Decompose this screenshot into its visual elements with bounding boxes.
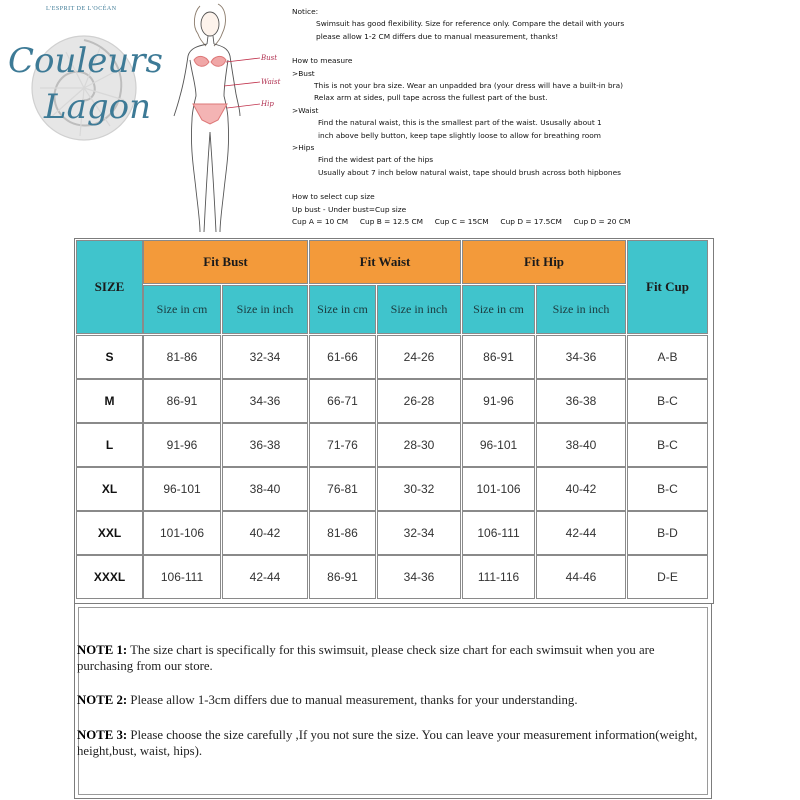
brand-logo xyxy=(0,0,165,165)
group-header-waist: Fit Waist xyxy=(309,240,461,284)
figure-label-waist: Waist xyxy=(261,78,281,86)
table-cell: 71-76 xyxy=(309,423,376,467)
table-cell: 30-32 xyxy=(377,467,461,511)
note-3 xyxy=(77,727,702,759)
how-to-heading: How to measure xyxy=(292,56,353,66)
table-cell: 36-38 xyxy=(536,379,626,423)
size-label: S xyxy=(76,335,143,379)
table-cell: 101-106 xyxy=(462,467,535,511)
table-cell: 86-91 xyxy=(309,555,376,599)
group-header-hip: Fit Hip xyxy=(462,240,626,284)
table-cell: 91-96 xyxy=(462,379,535,423)
cup-cell: B-C xyxy=(627,423,708,467)
note-2 xyxy=(77,692,702,708)
cup-cell: B-C xyxy=(627,379,708,423)
measurement-notice xyxy=(292,6,792,229)
notice-line: please allow 1-2 CM differs due to manual measurement, thanks! xyxy=(316,31,559,41)
table-cell: 32-34 xyxy=(222,335,308,379)
table-cell: 32-34 xyxy=(377,511,461,555)
cup-cell: D-E xyxy=(627,555,708,599)
table-cell: 34-36 xyxy=(222,379,308,423)
group-header-bust: Fit Bust xyxy=(143,240,308,284)
table-cell: 81-86 xyxy=(143,335,221,379)
table-cell: 76-81 xyxy=(309,467,376,511)
cup-cell: B-C xyxy=(627,467,708,511)
table-cell: 42-44 xyxy=(222,555,308,599)
figure-label-bust: Bust xyxy=(261,54,278,62)
waist-heading: >Waist xyxy=(292,105,319,115)
sub-header-cm: Size in cm xyxy=(462,285,535,334)
hips-line: Find the widest part of the hips xyxy=(318,155,434,165)
figure-label-hip: Hip xyxy=(261,100,274,108)
size-label: XL xyxy=(76,467,143,511)
table-cell: 42-44 xyxy=(536,511,626,555)
hips-line: Usually about 7 inch below natural waist, tape should brush across both hipbones xyxy=(318,167,621,177)
table-cell: 101-106 xyxy=(143,511,221,555)
table-cell: 86-91 xyxy=(462,335,535,379)
size-label: M xyxy=(76,379,143,423)
logo-line1: Couleurs xyxy=(8,41,163,81)
sub-header-inch: Size in inch xyxy=(536,285,626,334)
sub-header-inch: Size in inch xyxy=(377,285,461,334)
table-cell: 111-116 xyxy=(462,555,535,599)
table-cell: 96-101 xyxy=(143,467,221,511)
table-cell: 61-66 xyxy=(309,335,376,379)
logo-line2: Lagon xyxy=(44,87,151,127)
table-cell: 26-28 xyxy=(377,379,461,423)
cup-cell: A-B xyxy=(627,335,708,379)
cup-formula: Up bust - Under bust=Cup size xyxy=(292,204,407,214)
cup-cell: B-D xyxy=(627,511,708,555)
bust-line: Relax arm at sides, pull tape across the fullest part of the bust. xyxy=(314,93,548,103)
note-3-text: Please choose the size carefully ,If you not sure the size. You can leave your measurement information(weight, height,bust, waist, hips). xyxy=(77,728,698,758)
table-cell: 40-42 xyxy=(222,511,308,555)
table-cell: 38-40 xyxy=(222,467,308,511)
table-cell: 38-40 xyxy=(536,423,626,467)
notice-title: Notice: xyxy=(292,7,319,16)
table-cell: 44-46 xyxy=(536,555,626,599)
sub-header-cm: Size in cm xyxy=(309,285,376,334)
table-cell: 36-38 xyxy=(222,423,308,467)
table-cell: 106-111 xyxy=(462,511,535,555)
hips-heading: >Hips xyxy=(292,143,315,153)
cup-header: Fit Cup xyxy=(627,240,708,334)
bust-heading: >Bust xyxy=(292,68,315,78)
table-cell: 34-36 xyxy=(377,555,461,599)
cup-heading: How to select cup size xyxy=(292,192,375,202)
size-label: XXL xyxy=(76,511,143,555)
table-cell: 106-111 xyxy=(143,555,221,599)
table-cell: 81-86 xyxy=(309,511,376,555)
bust-line: This is not your bra size. Wear an unpadded bra (your dress will have a built-in bra) xyxy=(314,81,624,91)
note-1 xyxy=(77,642,702,674)
note-1-text: The size chart is specifically for this swimsuit, please check size chart for each swimsuit when you are purchasing from our store. xyxy=(77,643,655,673)
note-2-label: NOTE 2: xyxy=(77,693,128,707)
note-3-label: NOTE 3: xyxy=(77,728,128,742)
table-cell: 86-91 xyxy=(143,379,221,423)
sub-header-inch: Size in inch xyxy=(222,285,308,334)
size-header: SIZE xyxy=(76,240,143,334)
size-label: L xyxy=(76,423,143,467)
sub-header-cm: Size in cm xyxy=(143,285,221,334)
table-cell: 66-71 xyxy=(309,379,376,423)
size-label: XXXL xyxy=(76,555,143,599)
table-cell: 40-42 xyxy=(536,467,626,511)
note-2-text: Please allow 1-3cm differs due to manual measurement, thanks for your understanding. xyxy=(127,693,578,707)
note-1-label: NOTE 1: xyxy=(77,643,128,657)
measurement-figure xyxy=(160,0,290,240)
waist-line: Find the natural waist, this is the smallest part of the waist. Ususally about 1 xyxy=(318,118,602,128)
table-cell: 28-30 xyxy=(377,423,461,467)
waist-line: inch above belly button, keep tape slightly loose to allow for breathing room xyxy=(318,130,601,140)
notice-line: Swimsuit has good flexibility. Size for reference only. Compare the detail with yours xyxy=(316,19,625,29)
table-cell: 34-36 xyxy=(536,335,626,379)
table-cell: 91-96 xyxy=(143,423,221,467)
logo-tagline: L'ESPRIT DE L'OCÉAN xyxy=(46,6,117,12)
table-cell: 96-101 xyxy=(462,423,535,467)
notes-box xyxy=(74,603,712,799)
table-cell: 24-26 xyxy=(377,335,461,379)
cup-values: Cup A = 10 CM Cup B = 12.5 CM Cup C = 15CM Cup D = 17.5CM Cup D = 20 CM xyxy=(292,217,631,227)
